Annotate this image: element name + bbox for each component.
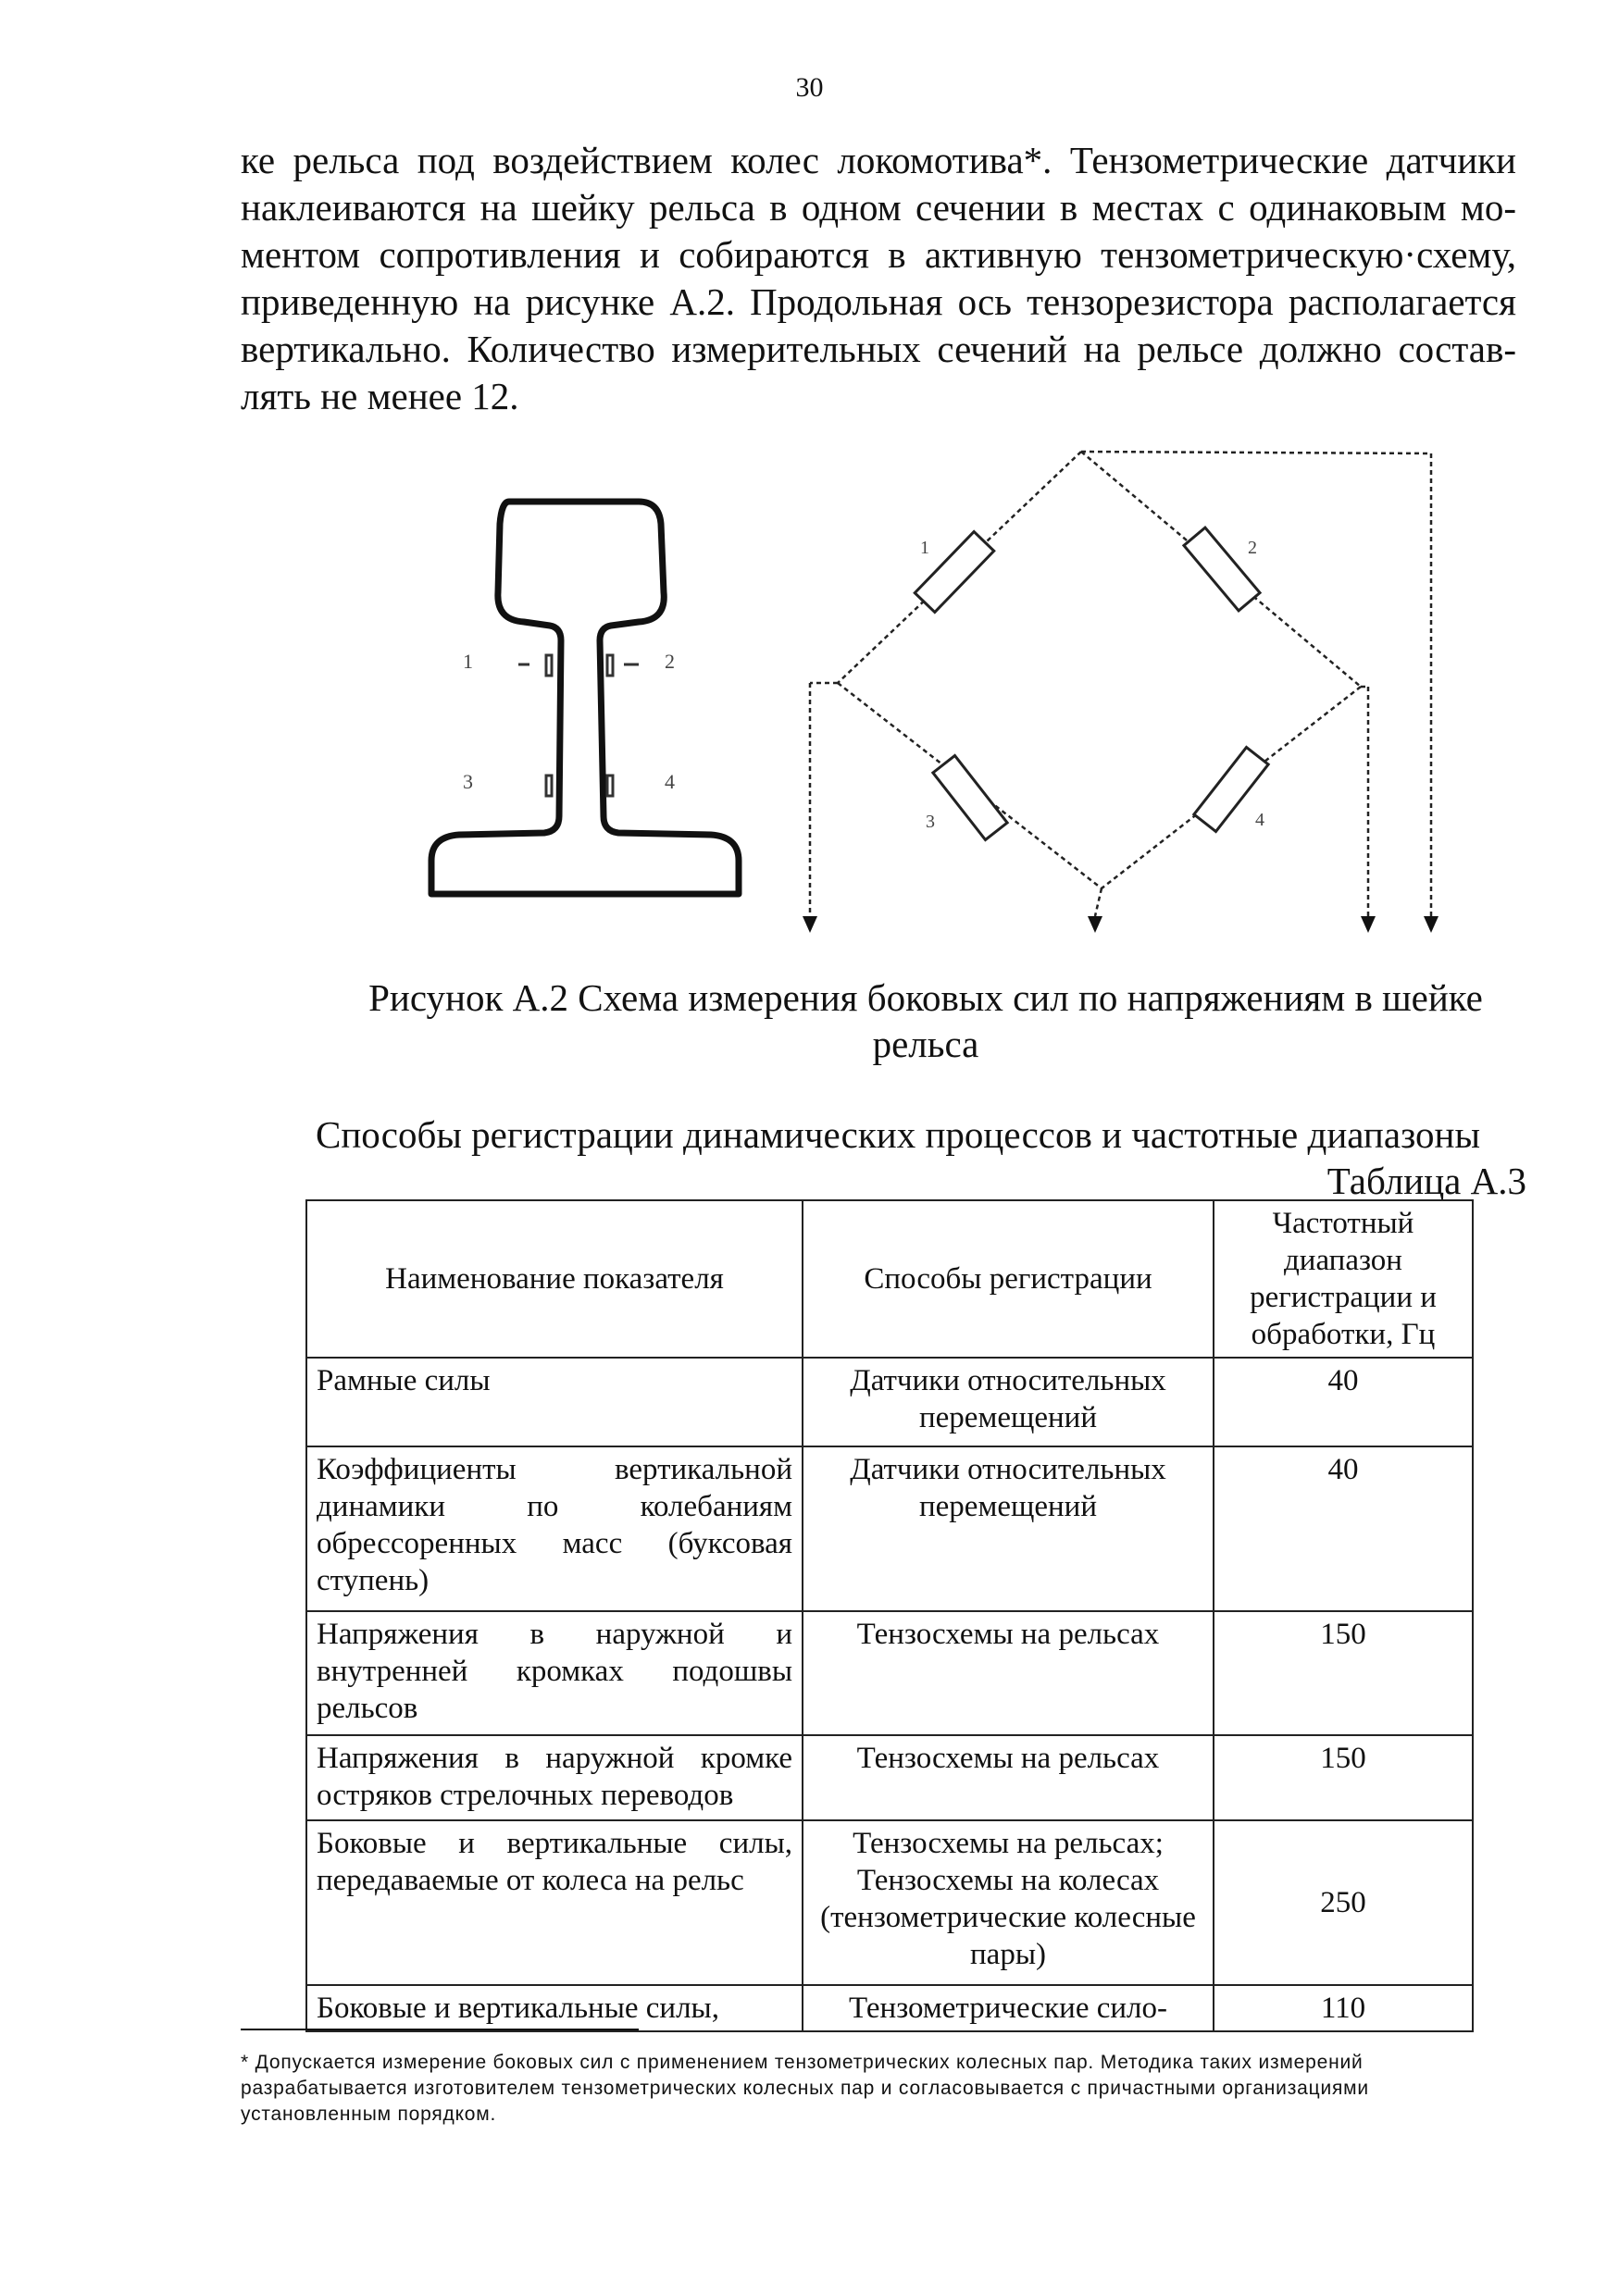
strain-gauge-marks [518, 655, 639, 796]
table-row [306, 1358, 1473, 1446]
gauge-label: 1 [463, 650, 473, 673]
resistor-label: 3 [926, 812, 935, 832]
paragraph-line: ке рельса под воздействием колес локомотива*. Тензометрические датчики [241, 139, 1516, 181]
cell-method: Датчики относительных перемещений [803, 1358, 1214, 1446]
table-row [306, 1446, 1473, 1611]
resistor-label: 2 [1248, 538, 1257, 558]
header-frequency: Частотный диапазон регистрации и обработки, Гц [1214, 1200, 1473, 1358]
resistor-label: 4 [1255, 810, 1264, 830]
figure-caption: рельса [872, 1023, 979, 1065]
indicator-table [305, 1199, 1474, 2032]
bridge-circuit [810, 452, 1431, 916]
header-indicator: Наименование показателя [306, 1200, 803, 1358]
cell-method: Датчики относительных перемещений [803, 1446, 1214, 1611]
table-row [306, 1735, 1473, 1820]
footnote: * Допускается измерение боковых сил с применением тензометрических колесных пар. Методика таких измерений разрабатывается изготовителем тензометрических колесных пар и согласовывается с причастными организациями установленным порядком. [241, 2052, 1369, 2125]
cell-method: Тензосхемы на рельсах [803, 1611, 1214, 1735]
output-arrows [803, 916, 1438, 933]
rail-cross-section [431, 502, 739, 894]
cell-indicator: Рамные силы [306, 1358, 803, 1446]
paragraph-line: вертикально. Количество измерительных сечений на рельсе должно состав- [241, 328, 1516, 370]
cell-frequency: 250 [1214, 1820, 1473, 1985]
resistor-bodies [915, 527, 1268, 839]
paragraph-line: ментом сопротивления и собираются в активную тензометрическую·схему, [241, 233, 1516, 276]
paragraph-line: приведенную на рисунке А.2. Продольная ось тензорезистора располагается [241, 280, 1516, 323]
page-number: 30 [795, 72, 824, 103]
cell-frequency: 150 [1214, 1611, 1473, 1735]
header-method: Способы регистрации [803, 1200, 1214, 1358]
paragraph-line: наклеиваются на шейку рельса в одном сечении в местах с одинаковым мо- [241, 186, 1516, 229]
cell-indicator: Боковые и вертикальные силы, [306, 1985, 803, 2031]
gauge-label: 4 [665, 770, 675, 793]
cell-method: Тензосхемы на рельсах; Тензосхемы на колесах (тензометрические колесные пары) [803, 1820, 1214, 1985]
cell-indicator: Напряжения в наружной и внутренней кромках подошвы рельсов [306, 1611, 803, 1735]
cell-method: Тензометрические сило- [803, 1985, 1214, 2031]
resistor-label: 1 [920, 538, 929, 558]
figure-caption: Рисунок А.2 Схема измерения боковых сил по напряжениям в шейке [368, 976, 1483, 1019]
cell-indicator: Коэффициенты вертикальной динамики по колебаниям обрессоренных масс (буксовая ступень) [306, 1446, 803, 1611]
footnote-divider [241, 2029, 639, 2030]
table-row [306, 1985, 1473, 2031]
figure-a2-diagram [0, 426, 1619, 981]
gauge-label: 3 [463, 770, 473, 793]
cell-frequency: 40 [1214, 1358, 1473, 1446]
table-row [306, 1611, 1473, 1735]
cell-indicator: Напряжения в наружной кромке остряков стрелочных переводов [306, 1735, 803, 1820]
cell-frequency: 110 [1214, 1985, 1473, 2031]
cell-indicator: Боковые и вертикальные силы, передаваемые от колеса на рельс [306, 1820, 803, 1985]
table-row [306, 1820, 1473, 1985]
cell-frequency: 150 [1214, 1735, 1473, 1820]
table-header-row [306, 1200, 1473, 1358]
cell-frequency: 40 [1214, 1446, 1473, 1611]
table-number: Таблица А.3 [1326, 1160, 1526, 1202]
cell-method: Тензосхемы на рельсах [803, 1735, 1214, 1820]
paragraph-line: лять не менее 12. [241, 375, 519, 417]
table-title: Способы регистрации динамических процессов и частотные диапазоны [315, 1113, 1481, 1156]
gauge-label: 2 [665, 650, 675, 673]
